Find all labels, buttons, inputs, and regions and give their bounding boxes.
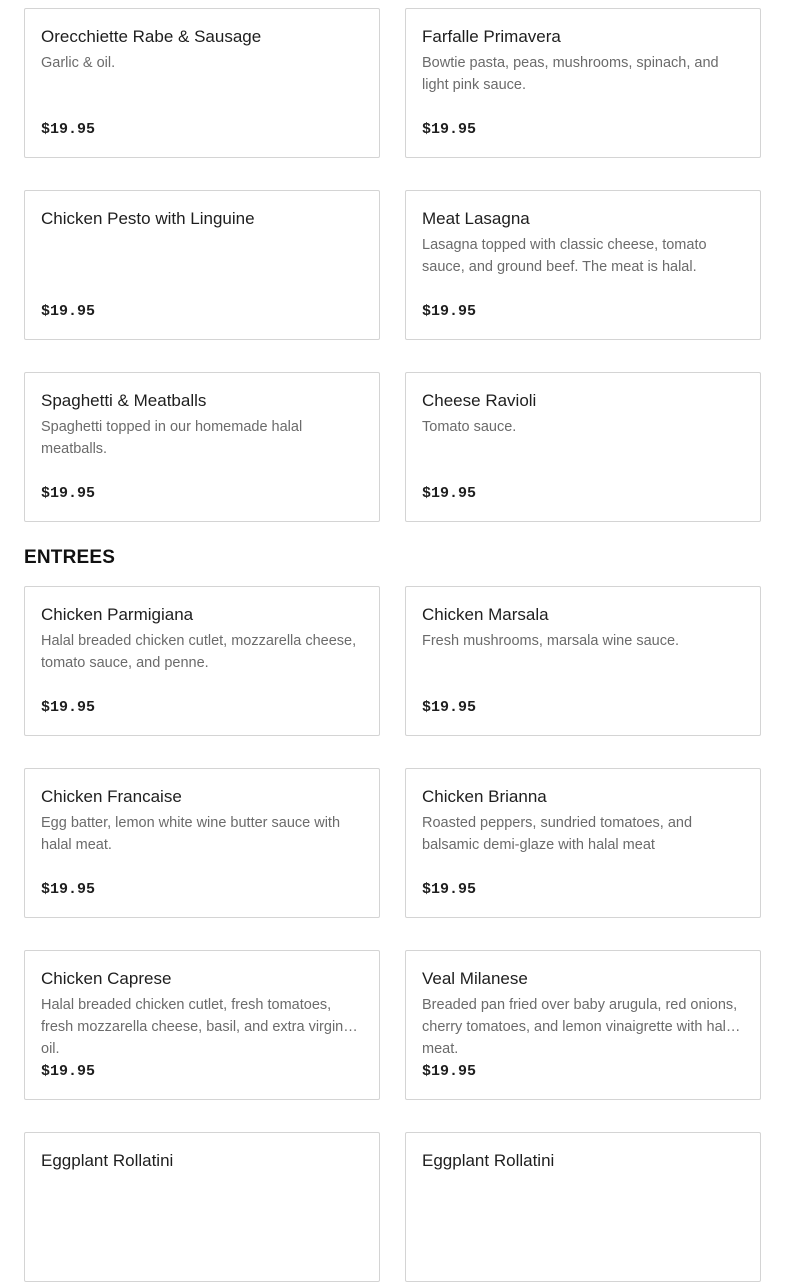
menu-item-price: $19.95 (41, 485, 96, 502)
menu-item-name: Chicken Marsala (422, 605, 549, 624)
menu-item-name: Cheese Ravioli (422, 391, 537, 410)
menu-item-card[interactable] (405, 950, 761, 1100)
menu-item-description: Garlic & oil. (41, 55, 116, 71)
menu-item-description: Fresh mushrooms, marsala wine sauce. (422, 633, 680, 649)
menu-item-card[interactable] (405, 1132, 761, 1282)
menu-item-price: $19.95 (422, 1063, 477, 1080)
menu-item-name: Orecchiette Rabe & Sausage (41, 27, 262, 46)
menu-item-card[interactable] (405, 8, 761, 158)
menu-item-name: Chicken Francaise (41, 787, 182, 806)
menu-item-price: $19.95 (422, 121, 477, 138)
menu-item-name: Chicken Parmigiana (41, 605, 194, 624)
entrees-grid (24, 586, 761, 1282)
menu-item-price: $19.95 (422, 485, 477, 502)
menu-item-description: Halal breaded chicken cutlet, fresh tomatoes, fresh mozzarella cheese, basil, and extra virgin oil. (41, 997, 344, 1057)
menu-item-description: Halal breaded chicken cutlet, mozzarella cheese, tomato sauce, and penne. (41, 633, 357, 671)
menu-item-card[interactable] (405, 372, 761, 522)
menu-item-price: $19.95 (41, 303, 96, 320)
menu-item-description: Lasagna topped with classic cheese, tomato sauce, and ground beef. The meat is halal. (422, 237, 707, 275)
menu-item-card[interactable] (24, 950, 380, 1100)
menu-item-description: Tomato sauce. (422, 419, 517, 435)
menu-item-name: Chicken Pesto with Linguine (41, 209, 255, 228)
menu-item-card[interactable] (24, 768, 380, 918)
menu-item-price: $19.95 (422, 881, 477, 898)
menu-item-description: Breaded pan fried over baby arugula, red onions, cherry tomatoes, and lemon vinaigrette with halal meat. (422, 997, 738, 1057)
menu-item-price: $19.95 (41, 881, 96, 898)
menu-item-name: Meat Lasagna (422, 209, 530, 228)
menu-item-name: Chicken Brianna (422, 787, 547, 806)
menu-item-name: Spaghetti & Meatballs (41, 391, 207, 410)
menu-item-price: $19.95 (41, 1063, 96, 1080)
menu-item-price: $19.95 (422, 303, 477, 320)
menu-item-card[interactable] (405, 768, 761, 918)
menu-item-name: Veal Milanese (422, 969, 528, 988)
menu-item-price: $19.95 (41, 121, 96, 138)
menu-item-card[interactable] (24, 8, 380, 158)
menu-item-card[interactable] (24, 372, 380, 522)
menu-item-description: Egg batter, lemon white wine butter sauce with halal meat. (41, 815, 341, 853)
menu-item-description: Spaghetti topped in our homemade halal meatballs. (41, 419, 303, 457)
section-title-entrees: ENTREES (24, 547, 116, 568)
menu-item-card[interactable] (24, 190, 380, 340)
menu-item-name: Eggplant Rollatini (41, 1151, 174, 1170)
menu-item-card[interactable] (405, 190, 761, 340)
menu-item-card[interactable] (24, 1132, 380, 1282)
pasta-grid (24, 8, 761, 522)
menu-item-price: $19.95 (422, 699, 477, 716)
menu-item-name: Farfalle Primavera (422, 27, 561, 46)
menu-item-description: Roasted peppers, sundried tomatoes, and balsamic demi-glaze with halal meat (422, 815, 693, 853)
menu-item-price: $19.95 (41, 699, 96, 716)
menu-item-card[interactable] (405, 586, 761, 736)
menu-item-name: Eggplant Rollatini (422, 1151, 555, 1170)
menu-item-description: Bowtie pasta, peas, mushrooms, spinach, and light pink sauce. (422, 55, 719, 93)
menu-item-card[interactable] (24, 586, 380, 736)
menu-item-name: Chicken Caprese (41, 969, 172, 988)
